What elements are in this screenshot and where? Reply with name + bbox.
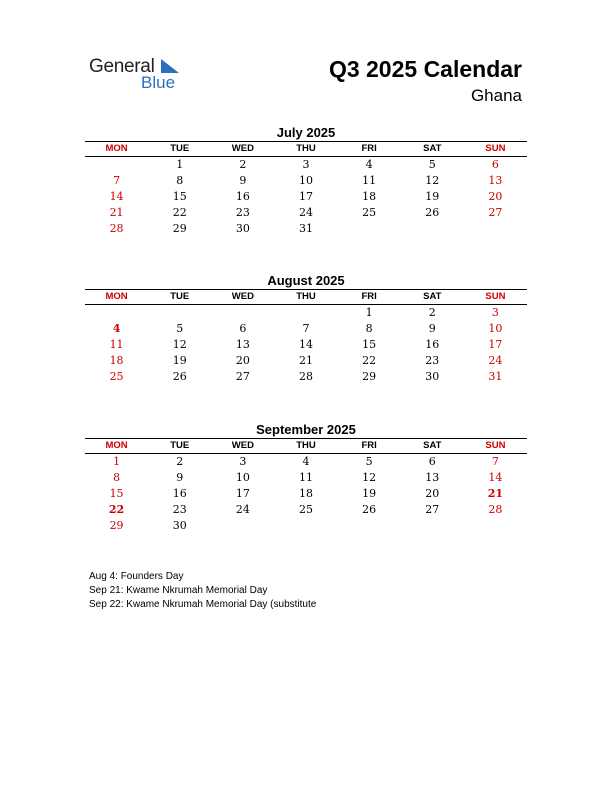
date-cell: 21 (109, 206, 124, 219)
week-row (85, 502, 527, 518)
date-cell: 6 (428, 455, 436, 468)
week-row (85, 157, 527, 173)
date-cell: 24 (488, 354, 503, 367)
date-cell: 15 (172, 190, 187, 203)
logo-text-general: General (89, 56, 155, 77)
date-cell: 18 (109, 354, 124, 367)
weekday-label: SAT (423, 291, 442, 302)
week-row (85, 173, 527, 189)
date-cell: 28 (109, 222, 124, 235)
date-cell: 28 (488, 503, 503, 516)
date-cell: 15 (362, 338, 377, 351)
date-cell: 16 (172, 487, 187, 500)
date-cell (85, 157, 148, 173)
page-subtitle: Ghana (470, 86, 522, 105)
weekday-label: TUE (170, 143, 190, 154)
date-cell: 8 (365, 322, 373, 335)
weekday-header-row (85, 289, 527, 305)
holiday-date-cell: 4 (112, 322, 121, 335)
date-cell: 25 (362, 206, 377, 219)
week-row (85, 189, 527, 205)
weekday-label: TUE (170, 440, 190, 451)
date-cell (338, 518, 401, 534)
week-row (85, 205, 527, 221)
date-cell: 23 (172, 503, 187, 516)
date-cell: 9 (176, 471, 184, 484)
holiday-notes (89, 570, 349, 612)
weekday-label: THU (296, 291, 316, 302)
weekday-label: WED (231, 291, 254, 302)
weekday-label: WED (231, 143, 254, 154)
date-cell: 25 (109, 370, 124, 383)
week-row (85, 486, 527, 502)
date-cell: 10 (488, 322, 503, 335)
date-cell: 13 (425, 471, 440, 484)
date-cell: 30 (425, 370, 440, 383)
date-cell: 29 (362, 370, 377, 383)
weekday-label: WED (231, 440, 254, 451)
date-cell: 26 (425, 206, 440, 219)
month-calendar (85, 124, 527, 237)
weekday-label: MON (105, 440, 128, 451)
date-cell: 1 (113, 455, 121, 468)
date-cell: 20 (425, 487, 440, 500)
date-cell: 11 (298, 471, 313, 484)
weekday-label: FRI (361, 291, 377, 302)
weekday-label: SUN (485, 143, 506, 154)
weekday-label: SAT (423, 143, 442, 154)
date-cell: 2 (176, 455, 184, 468)
date-cell: 19 (425, 190, 440, 203)
date-cell (211, 305, 274, 321)
date-cell: 1 (176, 158, 184, 171)
holiday-note: Sep 21: Kwame Nkrumah Memorial Day (89, 585, 268, 596)
date-cell: 14 (298, 338, 313, 351)
week-row (85, 321, 527, 337)
date-cell: 14 (109, 190, 124, 203)
date-cell: 13 (488, 174, 503, 187)
month-title: July 2025 (276, 125, 336, 140)
date-cell: 15 (109, 487, 124, 500)
date-cell (85, 305, 148, 321)
date-cell: 27 (488, 206, 503, 219)
weekday-label: TUE (170, 291, 190, 302)
date-cell: 9 (428, 322, 436, 335)
week-row (85, 353, 527, 369)
date-cell: 8 (113, 471, 121, 484)
date-cell: 6 (239, 322, 247, 335)
week-row (85, 518, 527, 534)
date-cell: 30 (235, 222, 250, 235)
date-cell (401, 221, 464, 237)
date-cell: 17 (488, 338, 503, 351)
date-cell: 23 (235, 206, 250, 219)
date-cell: 12 (362, 471, 377, 484)
date-cell: 9 (239, 174, 247, 187)
logo-flag-icon (161, 59, 179, 73)
weekday-header-row (85, 438, 527, 454)
weekday-label: THU (296, 440, 316, 451)
date-cell: 5 (365, 455, 373, 468)
date-cell: 5 (176, 322, 184, 335)
date-cell: 24 (235, 503, 250, 516)
date-cell (274, 305, 337, 321)
brand-logo (89, 56, 189, 96)
date-cell: 29 (109, 519, 124, 532)
date-cell: 17 (235, 487, 250, 500)
date-cell: 20 (235, 354, 250, 367)
weekday-label: FRI (361, 440, 377, 451)
date-cell: 11 (362, 174, 377, 187)
date-cell: 26 (362, 503, 377, 516)
week-row (85, 305, 527, 321)
date-cell: 14 (488, 471, 503, 484)
date-cell: 2 (428, 306, 436, 319)
date-cell: 10 (235, 471, 250, 484)
date-cell: 8 (176, 174, 184, 187)
date-cell: 11 (109, 338, 124, 351)
holiday-note: Aug 4: Founders Day (89, 571, 184, 582)
month-calendar (85, 421, 527, 534)
date-cell: 3 (491, 306, 499, 319)
weekday-label: FRI (361, 143, 377, 154)
logo-text-blue: Blue (141, 73, 176, 92)
month-title: August 2025 (267, 273, 345, 288)
date-cell: 7 (491, 455, 499, 468)
page-title: Q3 2025 Calendar (328, 56, 522, 82)
date-cell: 31 (298, 222, 313, 235)
holiday-date-cell: 21 (487, 487, 504, 500)
weekday-label: SAT (423, 440, 442, 451)
date-cell: 31 (488, 370, 503, 383)
date-cell: 19 (362, 487, 377, 500)
holiday-date-cell: 22 (108, 503, 125, 516)
date-cell: 7 (302, 322, 310, 335)
date-cell: 27 (425, 503, 440, 516)
date-cell: 25 (298, 503, 313, 516)
date-cell: 16 (235, 190, 250, 203)
date-cell: 21 (298, 354, 313, 367)
weekday-label: SUN (485, 291, 506, 302)
date-cell: 4 (365, 158, 373, 171)
date-cell (211, 518, 274, 534)
date-cell: 26 (172, 370, 187, 383)
date-cell: 7 (113, 174, 121, 187)
date-cell: 13 (235, 338, 250, 351)
holiday-note: Sep 22: Kwame Nkrumah Memorial Day (substitute (89, 599, 317, 610)
week-row (85, 454, 527, 470)
date-cell: 2 (239, 158, 247, 171)
date-cell (148, 305, 211, 321)
month-title: September 2025 (256, 422, 356, 437)
weekday-label: MON (105, 143, 128, 154)
date-cell: 5 (428, 158, 436, 171)
date-cell: 22 (172, 206, 187, 219)
weekday-label: SUN (485, 440, 506, 451)
date-cell: 12 (172, 338, 187, 351)
month-calendar (85, 272, 527, 385)
date-cell: 30 (172, 519, 187, 532)
date-cell (338, 221, 401, 237)
week-row (85, 470, 527, 486)
date-cell (401, 518, 464, 534)
date-cell: 1 (365, 306, 373, 319)
date-cell: 18 (298, 487, 313, 500)
weekday-header-row (85, 141, 527, 157)
date-cell (464, 518, 527, 534)
weekday-label: THU (296, 143, 316, 154)
date-cell: 4 (302, 455, 310, 468)
date-cell: 19 (172, 354, 187, 367)
date-cell: 24 (298, 206, 313, 219)
date-cell: 12 (425, 174, 440, 187)
date-cell: 20 (488, 190, 503, 203)
date-cell: 28 (298, 370, 313, 383)
week-row (85, 337, 527, 353)
date-cell: 6 (491, 158, 499, 171)
date-cell: 10 (298, 174, 313, 187)
week-row (85, 369, 527, 385)
date-cell: 23 (425, 354, 440, 367)
date-cell: 18 (362, 190, 377, 203)
date-cell: 22 (362, 354, 377, 367)
date-cell (464, 221, 527, 237)
date-cell (274, 518, 337, 534)
date-cell: 3 (302, 158, 310, 171)
weekday-label: MON (105, 291, 128, 302)
date-cell: 3 (239, 455, 247, 468)
date-cell: 29 (172, 222, 187, 235)
date-cell: 27 (235, 370, 250, 383)
week-row (85, 221, 527, 237)
date-cell: 17 (298, 190, 313, 203)
date-cell: 16 (425, 338, 440, 351)
